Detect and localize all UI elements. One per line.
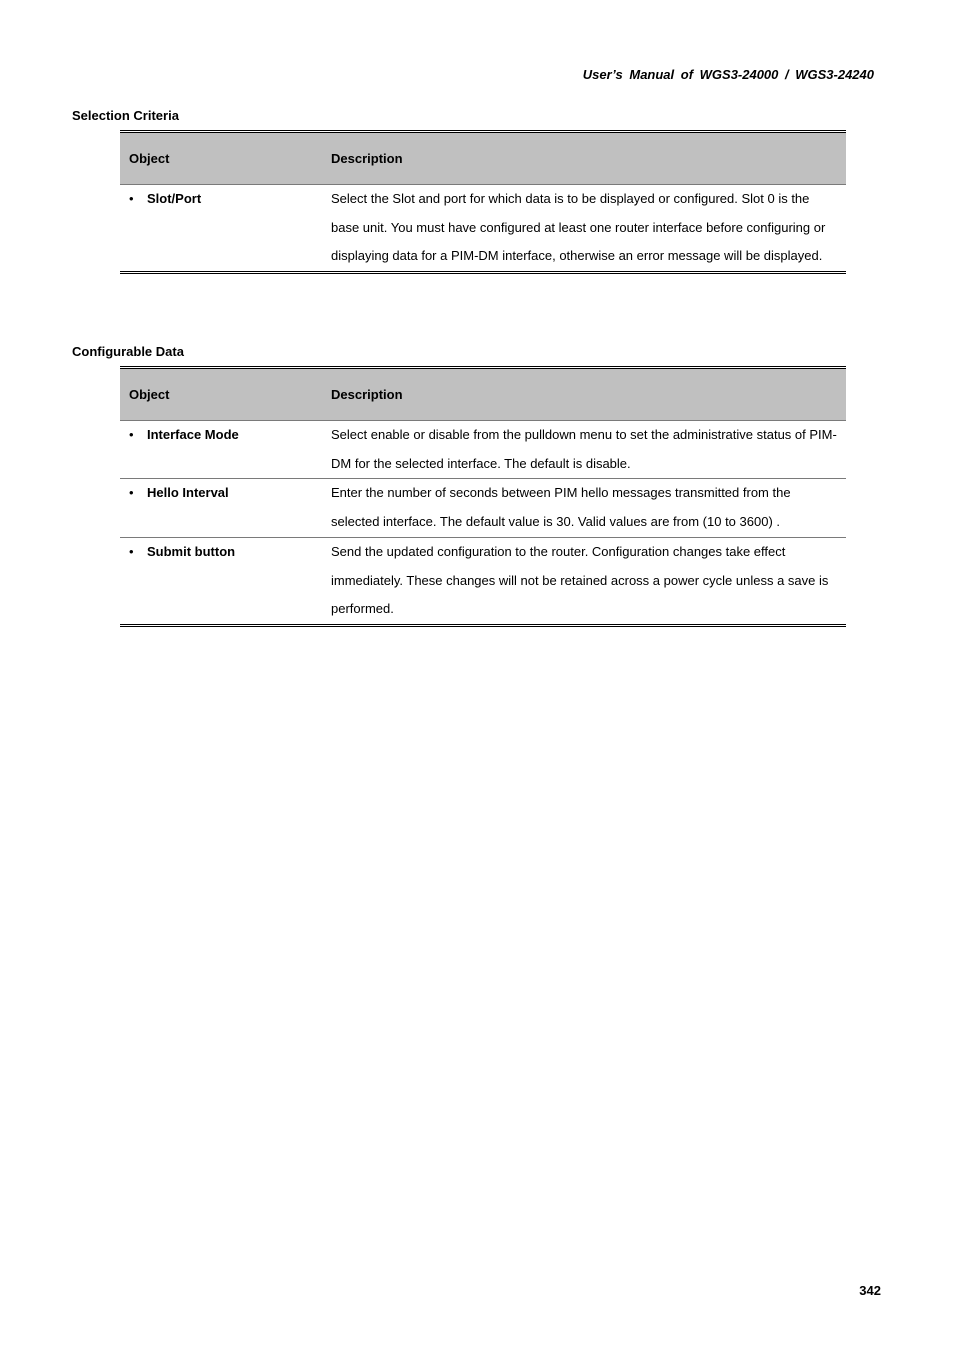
table-row (120, 185, 846, 273)
selection-criteria-title: Selection Criteria (72, 108, 179, 123)
table-header-row (120, 368, 846, 421)
page-number: 342 (859, 1283, 881, 1298)
object-label: Interface Mode (147, 427, 239, 442)
description-cell: Enter the number of seconds between PIM hello messages transmitted from the selected interface. The default value is 30. Valid values are from (10 to 3600) . (319, 479, 846, 537)
table-row (120, 537, 846, 625)
description-cell: Select the Slot and port for which data is to be displayed or configured. Slot 0 is the base unit. You must have configured at least one router interface before configuring or displaying data for a PIM-DM interface, otherwise an error message will be displayed. (319, 185, 846, 273)
object-label: Submit button (147, 543, 236, 559)
selection-criteria-table (120, 130, 846, 274)
table-header-row (120, 132, 846, 185)
column-header-object: Object (120, 368, 319, 421)
object-label: Hello Interval (147, 485, 229, 501)
description-cell: Select enable or disable from the pulldown menu to set the administrative status of PIM-DM for the selected interface. The default is disable. (331, 427, 837, 471)
table-row (120, 421, 846, 479)
object-cell (120, 537, 319, 625)
configurable-data-title: Configurable Data (72, 344, 184, 359)
bullet-icon: • (129, 543, 134, 559)
column-header-description: Description (319, 132, 846, 185)
bullet-icon: • (129, 427, 134, 442)
manual-header: User’s Manual of WGS3-24000 / WGS3-24240 (582, 67, 874, 82)
configurable-data-table (120, 366, 846, 627)
column-header-description: Description (319, 368, 846, 421)
object-cell (120, 185, 319, 273)
column-header-object: Object (120, 132, 319, 185)
table-row (120, 479, 846, 537)
bullet-icon: • (129, 485, 134, 501)
bullet-icon: • (129, 191, 134, 206)
description-cell: Send the updated configuration to the router. Configuration changes take effect immediately. These changes will not be retained across a power cycle unless a save is performed. (319, 537, 846, 625)
object-label: Slot/Port (147, 191, 202, 206)
object-cell (120, 479, 319, 537)
object-cell (120, 421, 319, 479)
